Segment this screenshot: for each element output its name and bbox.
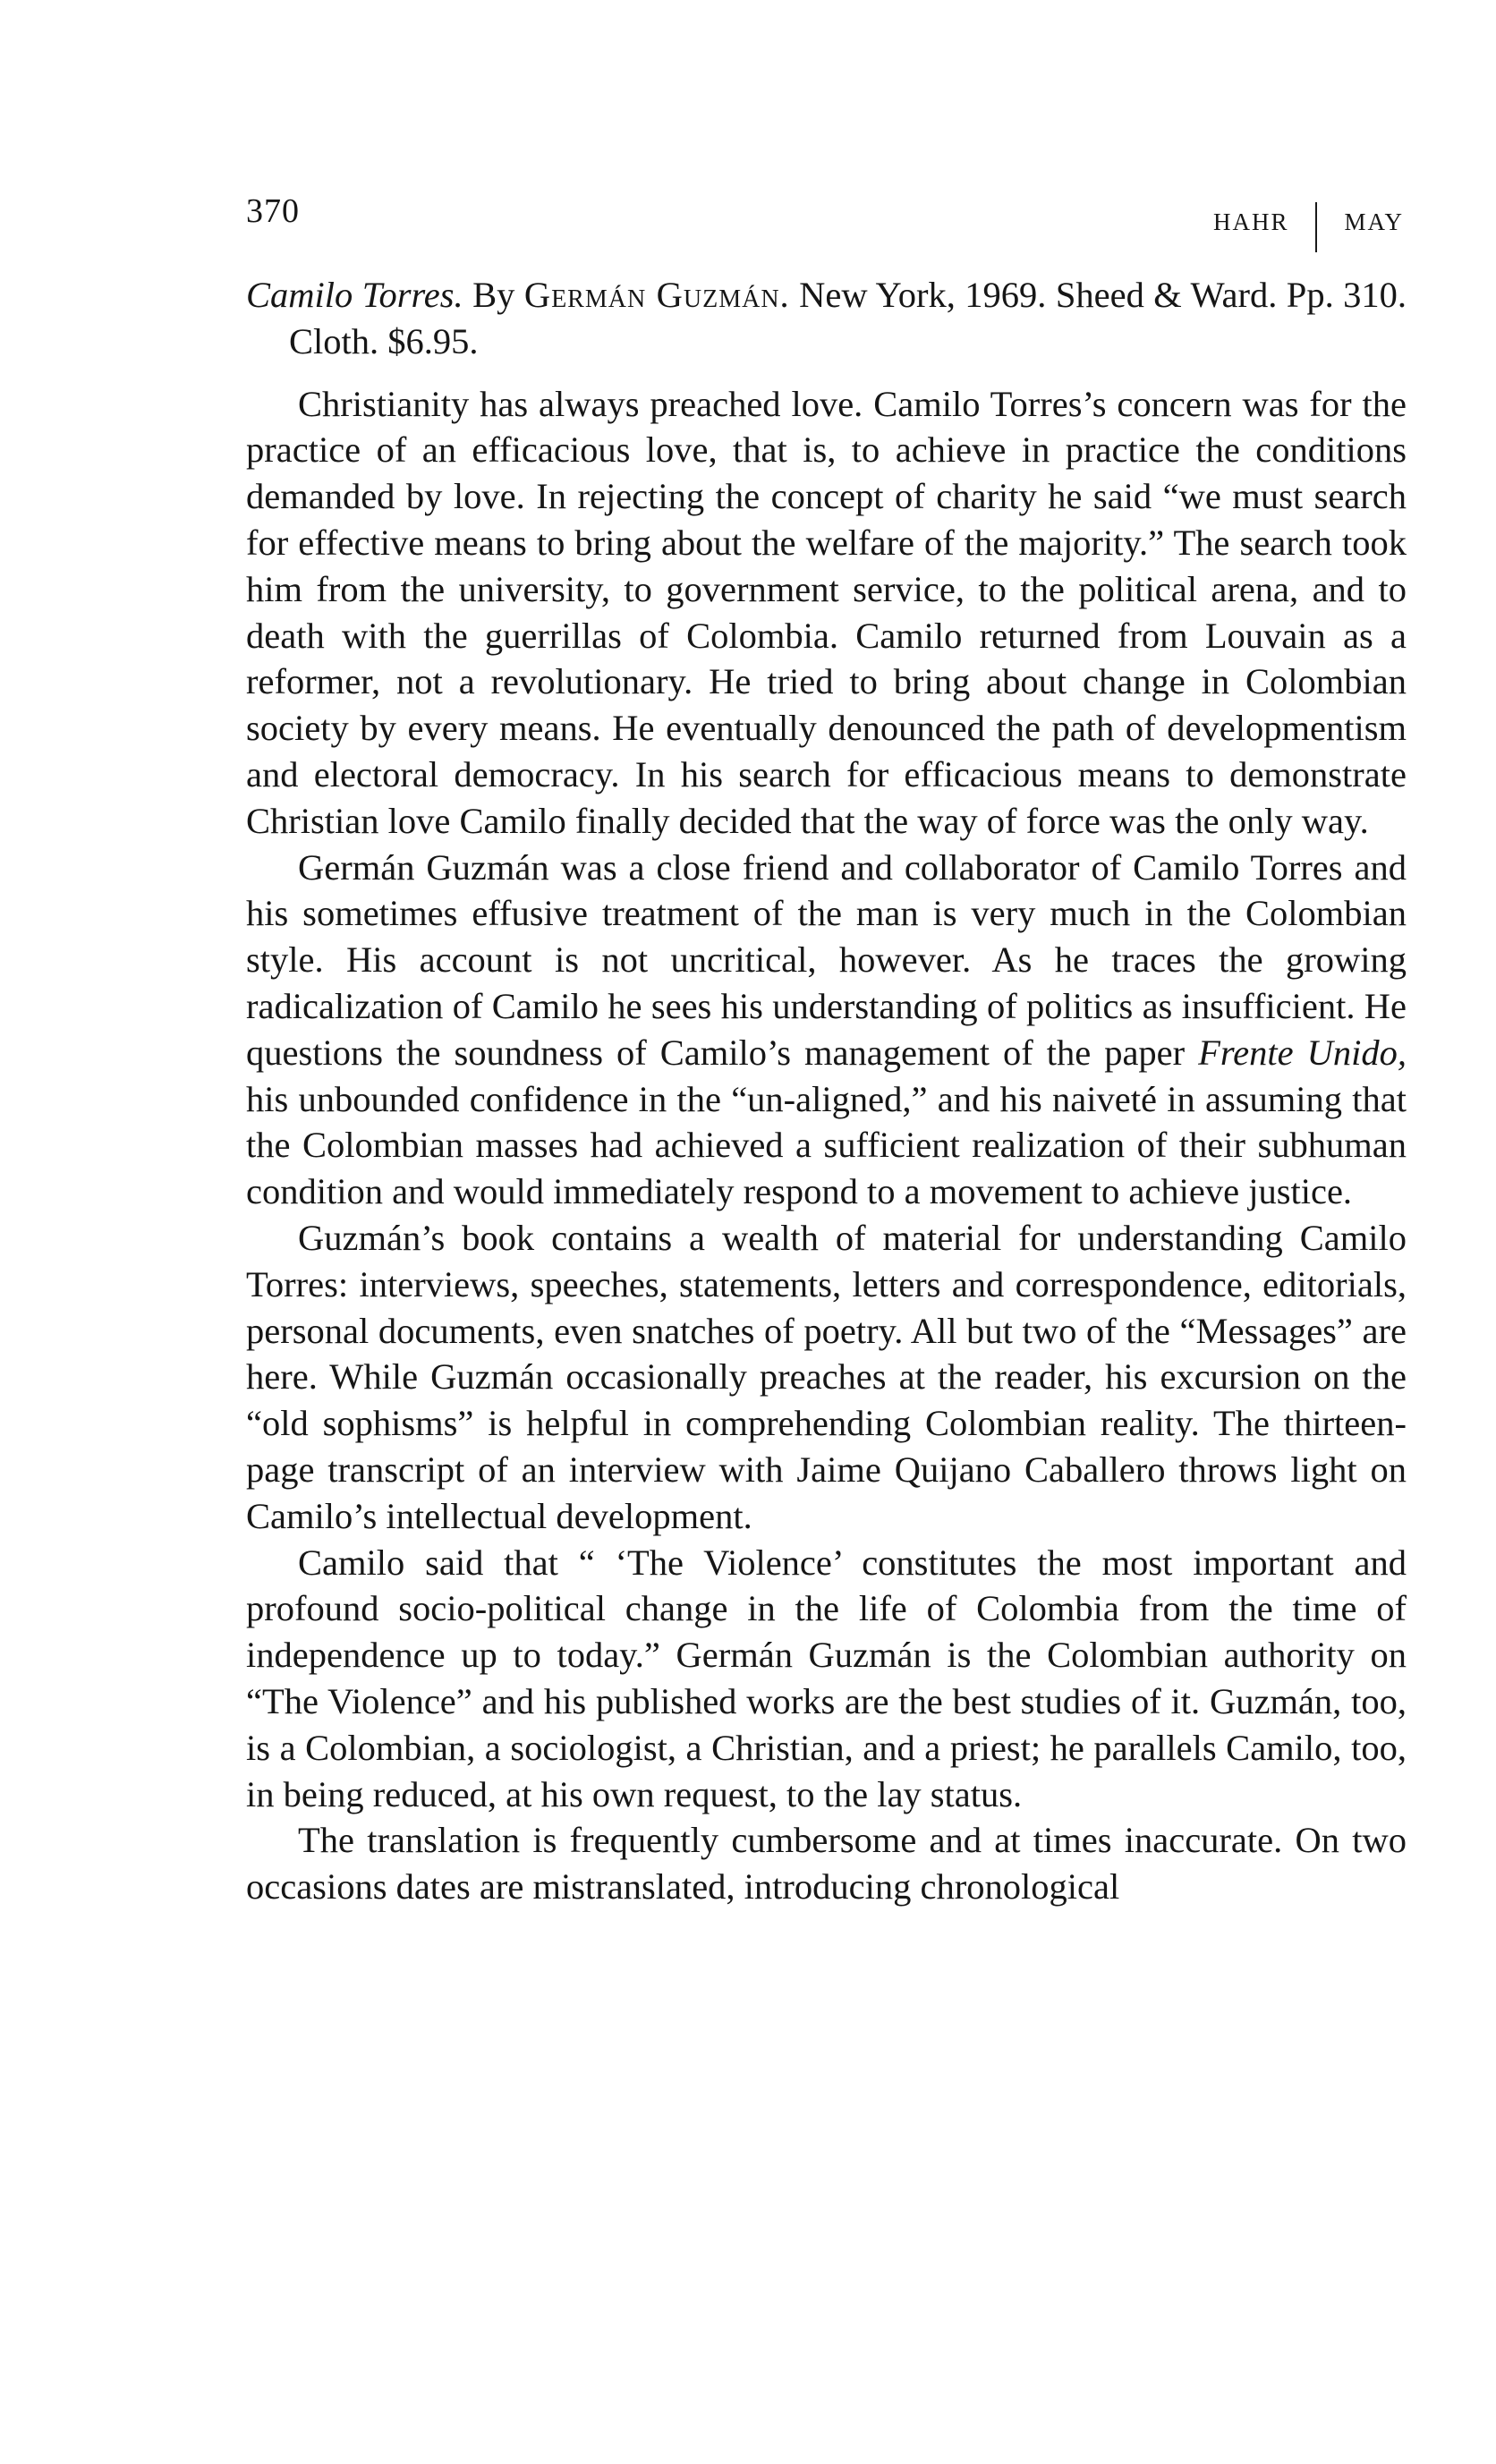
paragraph-2-text-b: his unbounded confidence in the “un-aligned,” and his naiveté in assuming that the Colombian masses had achieved a sufficient realization of their subhuman condition and would immediately respond to a movement to achieve justice.	[246, 1078, 1407, 1212]
book-author: Germán Guzmán.	[523, 275, 790, 315]
newspaper-title: Frente Unido,	[1198, 1032, 1407, 1073]
paragraph-2-text-a: Germán Guzmán was a close friend and collaborator of Camilo Torres and his sometimes effusive treatment of the man is very much in the Colombian style. His account is not uncritical, however. As he traces the growing radicalization of Camilo he sees his understanding of politics as insufficient. He questions the soundness of Camilo’s management of the paper	[246, 846, 1407, 1073]
paragraph-2	[246, 845, 1407, 1215]
paragraph-1: Christianity has always preached love. Camilo Torres’s concern was for the practice of an efficacious love, that is, to achieve in practice the conditions demanded by love. In rejecting the concept of charity he said “we must search for effective means to bring about the welfare of the majority.” The search took him from the university, to government service, to the political arena, and to death with the guerrillas of Colombia. Camilo returned from Louvain as a reformer, not a revolutionary. He tried to bring about change in Colombian society by every means. He eventually denounced the path of developmentism and electoral democracy. In his search for efficacious means to demonstrate Christian love Camilo finally decided that the way of force was the only way.	[246, 383, 1407, 841]
publication-info: New York, 1969. Sheed & Ward. Pp. 310. Cloth. $6.95.	[289, 275, 1407, 361]
paragraph-4: Camilo said that “ ‘The Violence’ constitutes the most important and profound socio-political change in the life of Colombia from the time of independence up to today.” Germán Guzmán is the Colombian authority on “The Violence” and his published works are the best studies of it. Guzmán, too, is a Colombian, a sociologist, a Christian, and a priest; he parallels Camilo, too, in being reduced, at his own request, to the lay status.	[246, 1542, 1407, 1814]
issue-month: MAY	[1344, 208, 1404, 235]
journal-name: HAHR	[1212, 208, 1289, 235]
book-citation	[246, 272, 1407, 365]
header-divider	[1315, 202, 1317, 252]
by-label: By	[472, 275, 515, 315]
book-title: Camilo Torres.	[246, 275, 463, 315]
paragraph-3: Guzmán’s book contains a wealth of material for understanding Camilo Torres: interviews, speeches, statements, letters and correspondence, editorials, personal documents, even snatches of poetry. All but two of the “Messages” are here. While Guzmán occasionally preaches at the reader, his excursion on the “old sophisms” is helpful in comprehending Colombian reality. The thirteen-page transcript of an interview with Jaime Quijano Caballero throws light on Camilo’s intellectual development.	[246, 1217, 1407, 1536]
running-head	[1213, 197, 1404, 247]
paragraph-5: The translation is frequently cumbersome and at times inaccurate. On two occasions dates are mistranslated, introducing chronological	[246, 1820, 1407, 1907]
review-body	[246, 272, 1407, 1910]
page-number: 370	[246, 192, 300, 230]
